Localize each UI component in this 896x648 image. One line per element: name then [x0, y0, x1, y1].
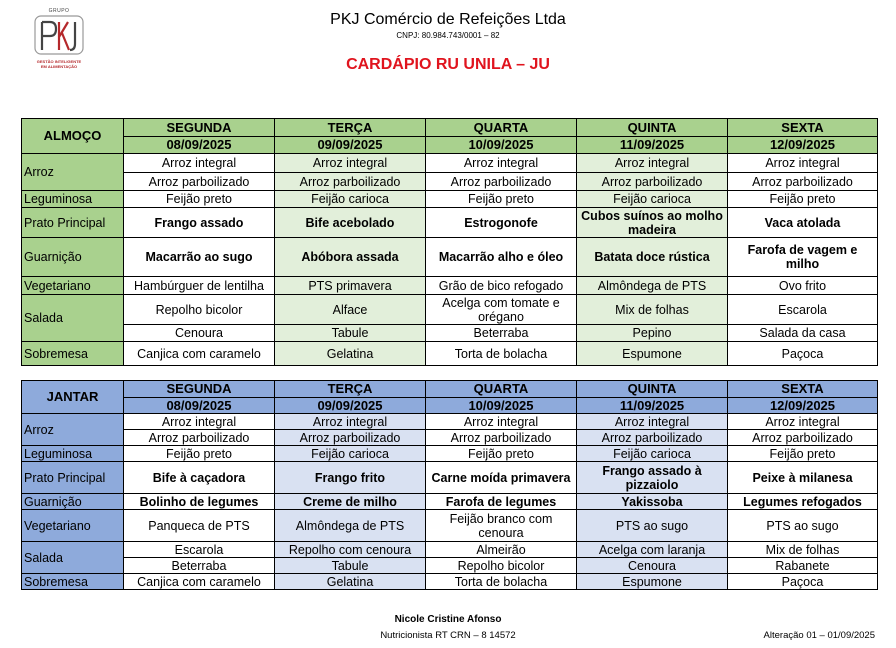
menu-cell: Arroz integral: [577, 414, 728, 430]
menu-cell: Gelatina: [275, 574, 426, 590]
menu-cell: Estrogonofe: [426, 208, 577, 238]
date-header: 09/09/2025: [275, 137, 426, 154]
menu-cell: Acelga com laranja: [577, 542, 728, 558]
menu-cell: Rabanete: [728, 558, 878, 574]
company-cnpj: CNPJ: 80.984.743/0001 – 82: [396, 31, 500, 40]
day-header: QUINTA: [577, 119, 728, 137]
menu-cell: Beterraba: [426, 325, 577, 342]
menu-cell: Feijão branco com cenoura: [426, 510, 577, 542]
menu-cell: Tabule: [275, 325, 426, 342]
menu-cell: Frango frito: [275, 462, 426, 494]
menu-cell: Arroz parboilizado: [426, 173, 577, 191]
menu-row: [22, 446, 878, 462]
menu-cell: Cubos suínos ao molho madeira: [577, 208, 728, 238]
menu-cell: Pepino: [577, 325, 728, 342]
day-header: QUARTA: [426, 119, 577, 137]
date-header: 11/09/2025: [577, 398, 728, 414]
nutritionist-name: Nicole Cristine Afonso: [394, 614, 502, 625]
menu-cell: Repolho bicolor: [124, 295, 275, 325]
menu-cell: Feijão carioca: [577, 191, 728, 208]
menu-cell: Almôndega de PTS: [577, 277, 728, 295]
menu-cell: Macarrão alho e óleo: [426, 238, 577, 277]
menu-cell: Paçoca: [728, 342, 878, 366]
menu-row: [22, 173, 878, 191]
category-label: Leguminosa: [22, 446, 124, 462]
menu-cell: Bolinho de legumes: [124, 494, 275, 510]
category-label: Salada: [22, 295, 124, 342]
category-label: Prato Principal: [22, 208, 124, 238]
menu-cell: Alface: [275, 295, 426, 325]
menu-cell: Panqueca de PTS: [124, 510, 275, 542]
menu-cell: Repolho com cenoura: [275, 542, 426, 558]
logo-group-text: GRUPO: [48, 8, 70, 14]
category-label: Prato Principal: [22, 462, 124, 494]
menu-cell: Arroz parboilizado: [124, 173, 275, 191]
day-header: SEXTA: [728, 119, 878, 137]
menu-row: [22, 154, 878, 173]
menu-row: [22, 510, 878, 542]
logo-tagline-line1: GESTÃO INTELIGENTE: [36, 59, 82, 64]
menu-cell: Arroz parboilizado: [577, 173, 728, 191]
menu-cell: Abóbora assada: [275, 238, 426, 277]
menu-cell: Ovo frito: [728, 277, 878, 295]
menu-cell: Arroz integral: [728, 414, 878, 430]
category-label: Guarnição: [22, 238, 124, 277]
menu-cell: Arroz parboilizado: [124, 430, 275, 446]
menu-cell: Arroz integral: [275, 414, 426, 430]
menu-cell: Arroz integral: [728, 154, 878, 173]
menu-cell: Arroz parboilizado: [275, 173, 426, 191]
day-header: SEXTA: [728, 381, 878, 398]
lunch-menu-table: [21, 118, 878, 366]
menu-cell: PTS primavera: [275, 277, 426, 295]
menu-cell: Almeirão: [426, 542, 577, 558]
nutritionist-crn: Nutricionista RT CRN – 8 14572: [380, 630, 516, 641]
day-header: TERÇA: [275, 381, 426, 398]
date-header: 08/09/2025: [124, 398, 275, 414]
menu-cell: Macarrão ao sugo: [124, 238, 275, 277]
menu-row: [22, 414, 878, 430]
menu-cell: Espumone: [577, 342, 728, 366]
menu-cell: PTS ao sugo: [577, 510, 728, 542]
menu-row: [22, 494, 878, 510]
menu-cell: Arroz parboilizado: [577, 430, 728, 446]
menu-cell: Feijão preto: [124, 446, 275, 462]
menu-cell: Feijão preto: [124, 191, 275, 208]
category-label: Sobremesa: [22, 574, 124, 590]
menu-row: [22, 191, 878, 208]
menu-cell: Feijão preto: [728, 446, 878, 462]
date-header: 10/09/2025: [426, 398, 577, 414]
date-header: 12/09/2025: [728, 398, 878, 414]
dinner-table-body: [22, 381, 878, 590]
menu-row: [22, 574, 878, 590]
category-label: Vegetariano: [22, 510, 124, 542]
menu-cell: Vaca atolada: [728, 208, 878, 238]
menu-cell: Cenoura: [577, 558, 728, 574]
menu-title: CARDÁPIO RU UNILA – JU: [346, 56, 550, 73]
company-name: PKJ Comércio de Refeições Ltda: [330, 11, 566, 28]
menu-cell: Canjica com caramelo: [124, 574, 275, 590]
menu-cell: Torta de bolacha: [426, 342, 577, 366]
menu-cell: Farofa de legumes: [426, 494, 577, 510]
menu-cell: Tabule: [275, 558, 426, 574]
menu-cell: Arroz parboilizado: [426, 430, 577, 446]
dinner-dates-row: [22, 398, 878, 414]
menu-cell: Hambúrguer de lentilha: [124, 277, 275, 295]
menu-row: [22, 208, 878, 238]
menu-cell: Batata doce rústica: [577, 238, 728, 277]
menu-cell: Frango assado à pizzaiolo: [577, 462, 728, 494]
menu-cell: Arroz integral: [275, 154, 426, 173]
menu-row: [22, 325, 878, 342]
lunch-dates-row: [22, 137, 878, 154]
menu-cell: Feijão carioca: [275, 191, 426, 208]
menu-cell: Cenoura: [124, 325, 275, 342]
menu-cell: Bife à caçadora: [124, 462, 275, 494]
date-header: 09/09/2025: [275, 398, 426, 414]
menu-cell: Acelga com tomate e orégano: [426, 295, 577, 325]
dinner-meal-label: JANTAR: [22, 381, 124, 414]
menu-cell: Paçoca: [728, 574, 878, 590]
menu-cell: Almôndega de PTS: [275, 510, 426, 542]
menu-cell: Salada da casa: [728, 325, 878, 342]
menu-cell: Frango assado: [124, 208, 275, 238]
menu-cell: Escarola: [728, 295, 878, 325]
date-header: 12/09/2025: [728, 137, 878, 154]
menu-row: [22, 430, 878, 446]
menu-row: [22, 342, 878, 366]
menu-cell: Feijão carioca: [577, 446, 728, 462]
menu-cell: Repolho bicolor: [426, 558, 577, 574]
category-label: Arroz: [22, 414, 124, 446]
category-label: Leguminosa: [22, 191, 124, 208]
menu-row: [22, 295, 878, 325]
day-header: TERÇA: [275, 119, 426, 137]
menu-cell: PTS ao sugo: [728, 510, 878, 542]
menu-cell: Arroz parboilizado: [728, 430, 878, 446]
revision-note: Alteração 01 – 01/09/2025: [763, 630, 875, 641]
menu-cell: Legumes refogados: [728, 494, 878, 510]
menu-cell: Escarola: [124, 542, 275, 558]
date-header: 11/09/2025: [577, 137, 728, 154]
day-header: QUINTA: [577, 381, 728, 398]
logo-tagline-line2: EM ALIMENTAÇÃO: [40, 64, 78, 69]
menu-cell: Creme de milho: [275, 494, 426, 510]
menu-row: [22, 542, 878, 558]
lunch-days-row: [22, 119, 878, 137]
category-label: Arroz: [22, 154, 124, 191]
menu-cell: Farofa de vagem e milho: [728, 238, 878, 277]
date-header: 10/09/2025: [426, 137, 577, 154]
dinner-menu-table: [21, 380, 878, 590]
lunch-table-body: [22, 119, 878, 366]
menu-cell: Arroz integral: [577, 154, 728, 173]
date-header: 08/09/2025: [124, 137, 275, 154]
category-label: Vegetariano: [22, 277, 124, 295]
menu-cell: Arroz parboilizado: [275, 430, 426, 446]
dinner-days-row: [22, 381, 878, 398]
menu-cell: Arroz integral: [426, 154, 577, 173]
menu-cell: Feijão preto: [426, 191, 577, 208]
menu-cell: Arroz integral: [426, 414, 577, 430]
day-header: SEGUNDA: [124, 119, 275, 137]
menu-cell: Beterraba: [124, 558, 275, 574]
menu-cell: Yakissoba: [577, 494, 728, 510]
day-header: QUARTA: [426, 381, 577, 398]
menu-cell: Bife acebolado: [275, 208, 426, 238]
menu-cell: Peixe à milanesa: [728, 462, 878, 494]
menu-cell: Espumone: [577, 574, 728, 590]
menu-cell: Mix de folhas: [728, 542, 878, 558]
menu-cell: Arroz parboilizado: [728, 173, 878, 191]
menu-cell: Mix de folhas: [577, 295, 728, 325]
menu-cell: Canjica com caramelo: [124, 342, 275, 366]
menu-cell: Carne moída primavera: [426, 462, 577, 494]
menu-cell: Feijão preto: [426, 446, 577, 462]
lunch-meal-label: ALMOÇO: [22, 119, 124, 154]
menu-cell: Gelatina: [275, 342, 426, 366]
category-label: Salada: [22, 542, 124, 574]
menu-cell: Arroz integral: [124, 154, 275, 173]
menu-row: [22, 462, 878, 494]
menu-cell: Feijão carioca: [275, 446, 426, 462]
menu-row: [22, 558, 878, 574]
menu-cell: Grão de bico refogado: [426, 277, 577, 295]
day-header: SEGUNDA: [124, 381, 275, 398]
menu-row: [22, 238, 878, 277]
menu-cell: Torta de bolacha: [426, 574, 577, 590]
category-label: Guarnição: [22, 494, 124, 510]
category-label: Sobremesa: [22, 342, 124, 366]
menu-row: [22, 277, 878, 295]
menu-cell: Feijão preto: [728, 191, 878, 208]
menu-cell: Arroz integral: [124, 414, 275, 430]
